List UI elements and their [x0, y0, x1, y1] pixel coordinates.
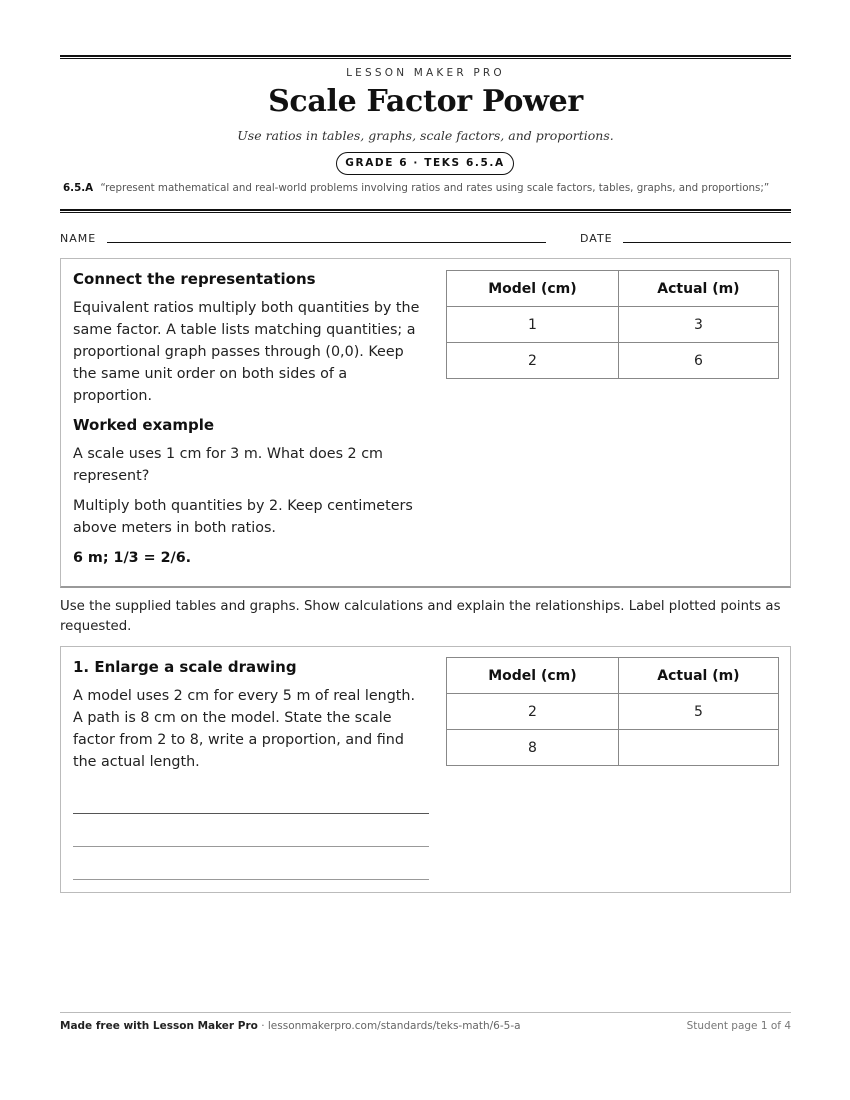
problem-1-panel: [60, 646, 791, 893]
brand-name: LESSON MAKER PRO: [346, 67, 505, 79]
table-row: [447, 343, 779, 379]
name-field[interactable]: [107, 242, 546, 243]
page-subtitle: Use ratios in tables, graphs, scale factors, and proportions.: [237, 128, 614, 143]
problem-1-ratio-table: [446, 657, 779, 766]
standard-code: 6.5.A: [63, 182, 94, 194]
header-top-rule: [60, 55, 791, 59]
instructions: Use the supplied tables and graphs. Show calculations and explain the relationships. Label plotted points as requested.: [60, 599, 781, 634]
problem-1-body: A model uses 2 cm for every 5 m of real length. A path is 8 cm on the model. State the scale factor from 2 to 8, write a proportion, and find the actual length.: [73, 688, 415, 770]
table-header-row: [447, 658, 779, 694]
worked-example-heading: Worked example: [73, 416, 215, 434]
problem-1-heading: 1. Enlarge a scale drawing: [73, 658, 297, 676]
answer-line[interactable]: [73, 879, 429, 880]
standard-text: “represent mathematical and real-world problems involving ratios and rates using scale factors, tables, graphs, and proportions;”: [100, 182, 770, 194]
table-header-row: [447, 271, 779, 307]
table-cell: 5: [618, 694, 778, 730]
date-field[interactable]: [623, 242, 791, 243]
footer-rule: [60, 1012, 791, 1013]
concept-body: Equivalent ratios multiply both quantities by the same factor. A table lists matching quantities; a proportional graph passes through (0,0). Keep the same unit order on both sides of a proportion.: [73, 300, 420, 404]
name-label: NAME: [60, 232, 97, 245]
table-cell: 1: [447, 307, 619, 343]
footer-url[interactable]: lessonmakerpro.com/standards/teks-math/6-5-a: [267, 1020, 521, 1032]
concept-ratio-table: [446, 270, 779, 379]
concept-text: [73, 269, 429, 569]
column-header: Model (cm): [447, 271, 619, 307]
column-header: Model (cm): [447, 658, 619, 694]
column-header: Actual (m): [618, 658, 778, 694]
table-cell: 2: [447, 694, 619, 730]
date-label: DATE: [580, 232, 613, 245]
column-header: Actual (m): [618, 271, 778, 307]
footer-separator: ·: [257, 1020, 268, 1032]
problem-1-text: [73, 657, 429, 781]
footer-made-with: Made free with Lesson Maker Pro: [60, 1020, 258, 1032]
table-cell: 8: [447, 730, 619, 766]
worked-example-step: Multiply both quantities by 2. Keep centimeters above meters in both ratios.: [73, 498, 413, 536]
table-cell: 6: [618, 343, 778, 379]
standard-statement: [63, 182, 794, 194]
table-row: [447, 307, 779, 343]
grade-badge: GRADE 6 · TEKS 6.5.A: [336, 152, 514, 175]
concept-panel: [60, 258, 791, 588]
worked-example-question: A scale uses 1 cm for 3 m. What does 2 cm represent?: [73, 446, 383, 484]
answer-cell[interactable]: [618, 730, 778, 766]
answer-line[interactable]: [73, 846, 429, 847]
page-title: Scale Factor Power: [268, 84, 583, 119]
table-cell: 2: [447, 343, 619, 379]
page-number: Student page 1 of 4: [686, 1020, 791, 1032]
footer-credit: [60, 1020, 521, 1032]
answer-line[interactable]: [73, 813, 429, 814]
table-cell: 3: [618, 307, 778, 343]
table-row: [447, 730, 779, 766]
header-bottom-rule: [60, 209, 791, 213]
table-row: [447, 694, 779, 730]
concept-heading: Connect the representations: [73, 270, 316, 288]
worked-example-answer: 6 m; 1/3 = 2/6.: [73, 550, 192, 566]
